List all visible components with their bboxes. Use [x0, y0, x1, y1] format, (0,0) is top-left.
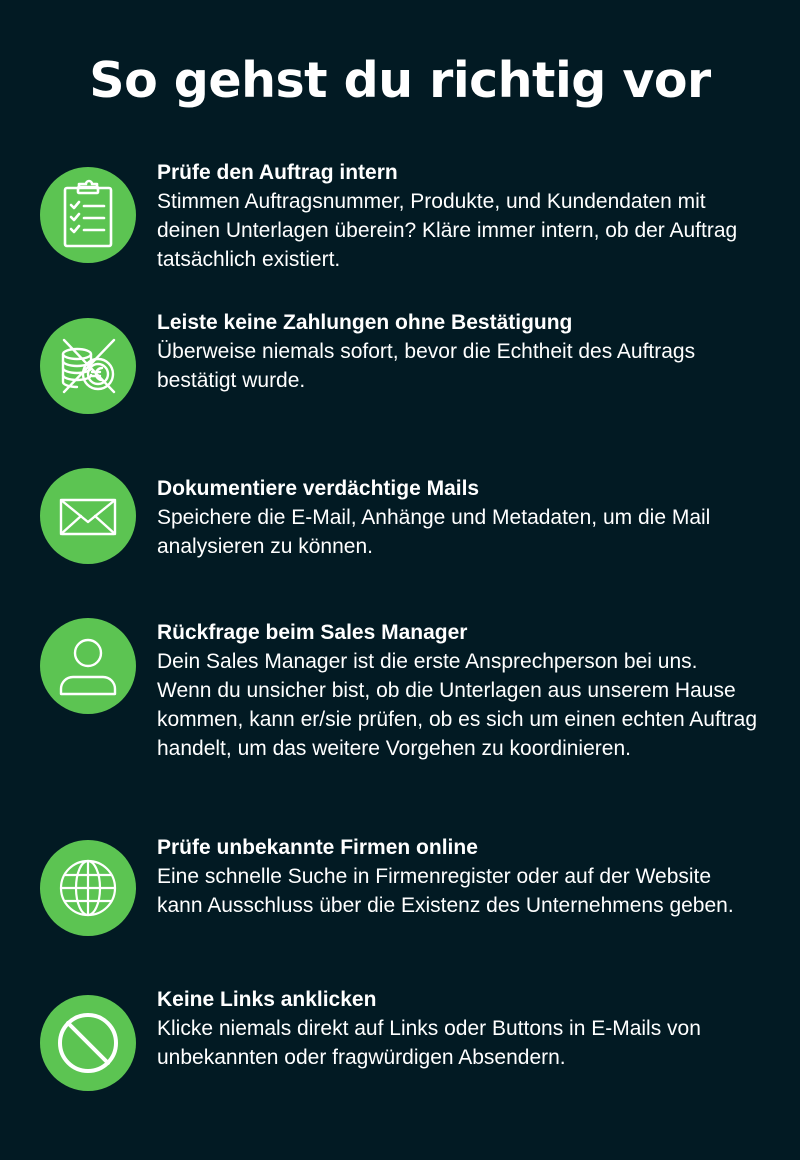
tip-text	[157, 474, 757, 561]
tip-heading: Leiste keine Zahlungen ohne Bestätigung	[157, 311, 573, 334]
tip-heading: Prüfe den Auftrag intern	[157, 161, 398, 184]
tip-heading: Prüfe unbekannte Firmen online	[157, 836, 478, 859]
icon-badge	[40, 167, 136, 263]
clipboard-checklist-icon	[40, 167, 136, 263]
tip-text	[157, 308, 757, 395]
icon-badge	[40, 468, 136, 564]
tip-text	[157, 158, 757, 274]
person-icon	[40, 618, 136, 714]
tip-heading: Keine Links anklicken	[157, 988, 377, 1011]
page-title: So gehst du richtig vor	[89, 52, 711, 109]
tip-heading: Dokumentiere verdächtige Mails	[157, 477, 480, 500]
prohibited-icon	[40, 995, 136, 1091]
tip-body: Dein Sales Manager ist die erste Ansprechperson bei uns. Wenn du unsicher bist, ob die Unterlagen aus unserem Hause kommen, kann er/sie prüfen, ob es sich um einen echten Auftrag handelt, um das weitere Vorgehen zu koordinieren.	[157, 650, 758, 760]
tip-body: Klicke niemals direkt auf Links oder Buttons in E-Mails von unbekannten oder fragwürdigen Absendern.	[157, 1017, 701, 1069]
icon-badge	[40, 318, 136, 414]
globe-icon	[40, 840, 136, 936]
tip-text	[157, 618, 757, 763]
tip-body: Speichere die E-Mail, Anhänge und Metadaten, um die Mail analysieren zu können.	[157, 506, 711, 558]
envelope-icon	[40, 468, 136, 564]
icon-badge	[40, 840, 136, 936]
tip-body: Überweise niemals sofort, bevor die Echtheit des Auftrags bestätigt wurde.	[157, 340, 696, 392]
icon-badge	[40, 995, 136, 1091]
tip-text	[157, 985, 757, 1072]
tip-heading: Rückfrage beim Sales Manager	[157, 621, 468, 644]
tip-body: Eine schnelle Suche in Firmenregister oder auf der Website kann Ausschluss über die Existenz des Unternehmens geben.	[157, 865, 734, 917]
tip-text	[157, 833, 757, 920]
icon-badge	[40, 618, 136, 714]
no-payment-coins-icon	[40, 318, 136, 414]
tip-body: Stimmen Auftragsnummer, Produkte, und Kundendaten mit deinen Unterlagen überein? Kläre immer intern, ob der Auftrag tatsächlich existiert.	[157, 190, 738, 271]
